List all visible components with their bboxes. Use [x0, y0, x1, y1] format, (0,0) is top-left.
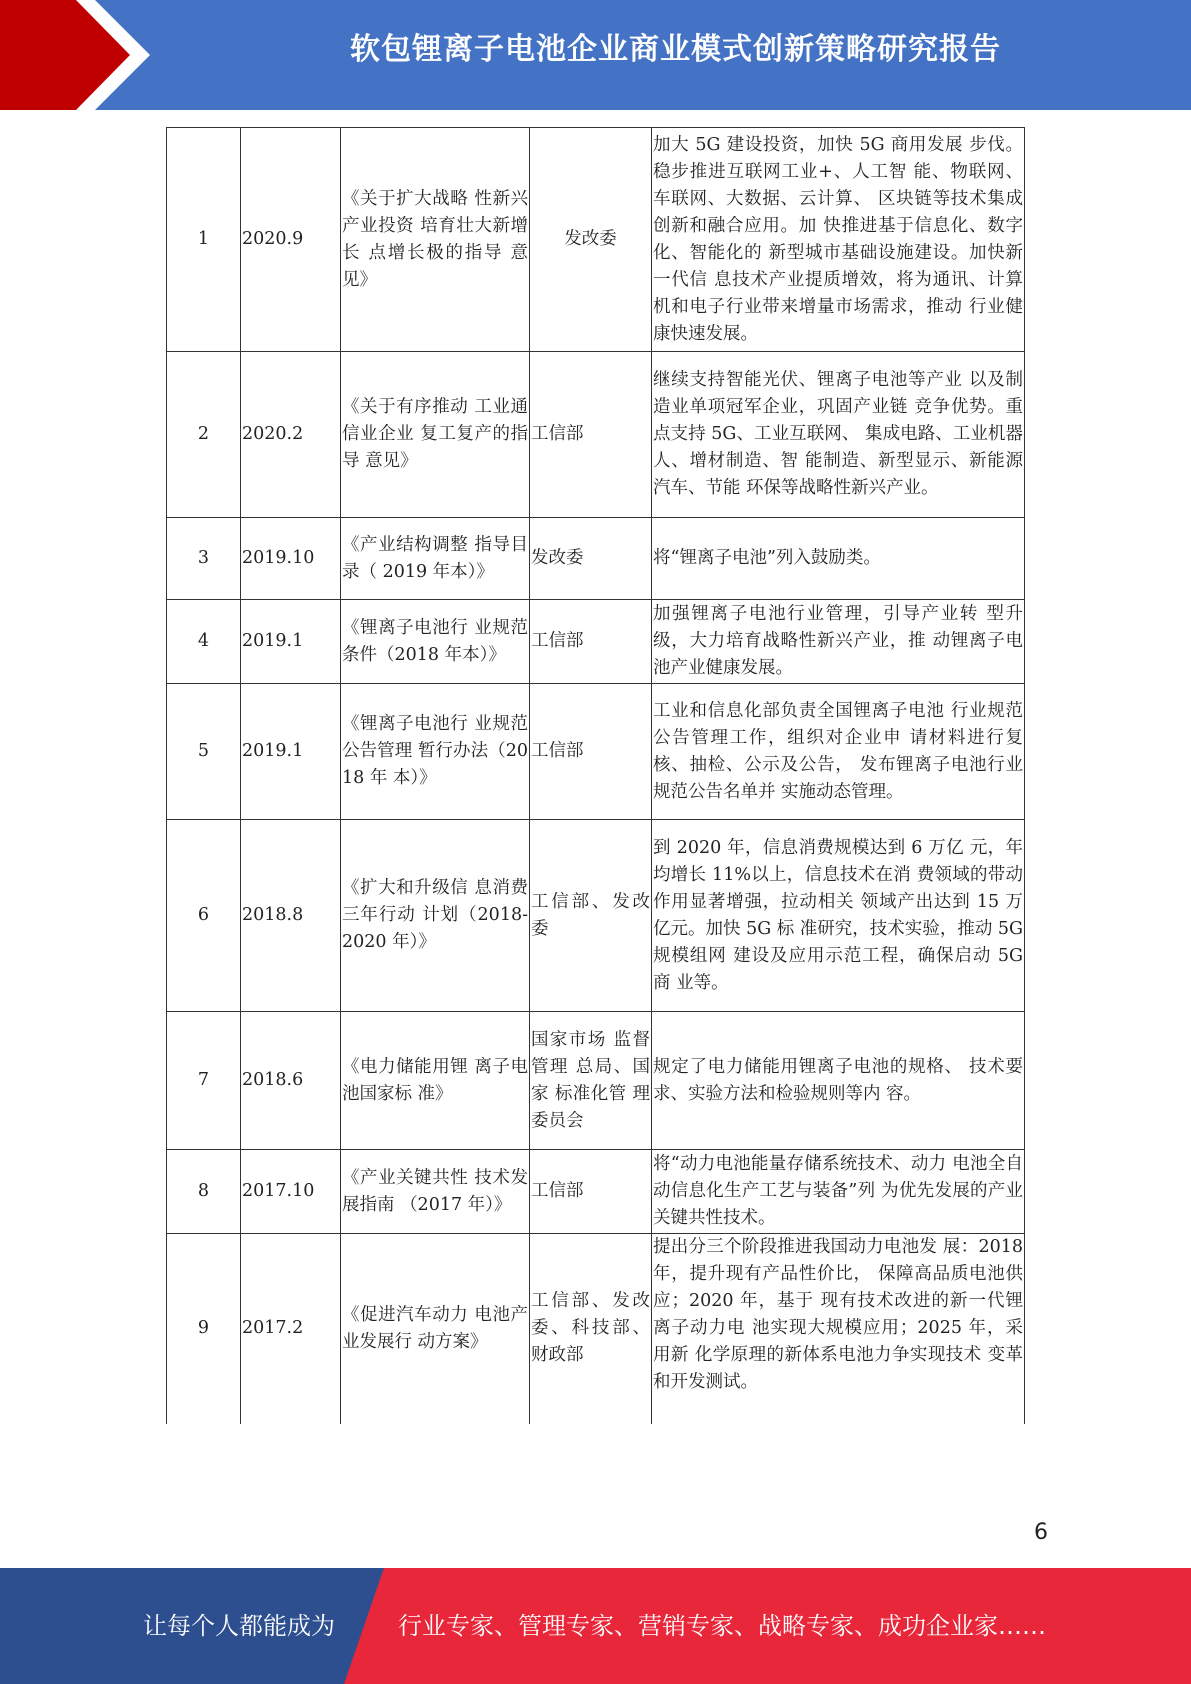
row-number: 3 [167, 518, 241, 600]
policy-table [166, 127, 1025, 1424]
row-department: 发改委 [530, 128, 652, 352]
page-header [0, 0, 1191, 110]
row-date: 2019.1 [241, 600, 341, 684]
table-row [167, 1012, 1025, 1150]
row-date: 2018.8 [241, 820, 341, 1012]
row-policy-title: 《关于扩大战略 性新兴产业投资 培育壮大新增长 点增长极的指导 意见》 [341, 128, 530, 352]
page-number: 6 [1034, 1520, 1048, 1545]
row-policy-title: 《电力储能用锂 离子电池国家标 准》 [341, 1012, 530, 1150]
footer-slogan-left: 让每个人都能成为 [143, 1612, 335, 1640]
row-content: 规定了电力储能用锂离子电池的规格、 技术要求、实验方法和检验规则等内 容。 [652, 1012, 1025, 1150]
page-footer [0, 1568, 1191, 1684]
row-policy-title: 《锂离子电池行 业规范条件（2018 年本）》 [341, 600, 530, 684]
report-title: 软包锂离子电池企业商业模式创新策略研究报告 [350, 32, 1001, 67]
row-number: 8 [167, 1150, 241, 1234]
row-department: 工信部 [530, 684, 652, 820]
row-number: 7 [167, 1012, 241, 1150]
header-arrow-graphic [0, 0, 150, 110]
row-content: 工业和信息化部负责全国锂离子电池 行业规范公告管理工作，组织对企业申 请材料进行复核、抽检、公示及公告， 发布锂离子电池行业规范公告名单并 实施动态管理。 [652, 684, 1025, 820]
row-number: 6 [167, 820, 241, 1012]
table-row [167, 820, 1025, 1012]
row-content: 提出分三个阶段推进我国动力电池发 展：2018 年，提升现有产品性价比， 保障高品质电池供应；2020 年，基于 现有技术改进的新一代锂离子动力电 池实现大规模应用；2025 年，采用新 化学原理的新体系电池力争实现技术 变革和开发测试。 [652, 1234, 1025, 1424]
table-row [167, 128, 1025, 352]
row-department: 国家市场 监督管理 总局、国家 标准化管 理委员会 [530, 1012, 652, 1150]
row-policy-title: 《产业结构调整 指导目录（ 2019 年本）》 [341, 518, 530, 600]
table-row [167, 600, 1025, 684]
table-row [167, 352, 1025, 518]
row-policy-title: 《产业关键共性 技术发展指南 （2017 年）》 [341, 1150, 530, 1234]
row-content: 将“动力电池能量存储系统技术、动力 电池全自动信息化生产工艺与装备”列 为优先发展的产业关键共性技术。 [652, 1150, 1025, 1234]
row-content: 将“锂离子电池”列入鼓励类。 [652, 518, 1025, 600]
row-date: 2017.2 [241, 1234, 341, 1424]
row-date: 2017.10 [241, 1150, 341, 1234]
row-number: 1 [167, 128, 241, 352]
row-department: 工信部 [530, 352, 652, 518]
row-content: 加大 5G 建设投资，加快 5G 商用发展 步伐。稳步推进互联网工业+、人工智 能、物联网、车联网、大数据、云计算、 区块链等技术集成创新和融合应用。加 快推进基于信息化、数字化、智能化的 新型城市基础设施建设。加快新一代信 息技术产业提质增效，将为通讯、计算机和电子行业带来增量市场需求，推动 行业健康快速发展。 [652, 128, 1025, 352]
row-content: 到 2020 年，信息消费规模达到 6 万亿 元，年均增长 11%以上，信息技术在消 费领域的带动作用显著增强，拉动相关 领域产出达到 15 万亿元。加快 5G 标 准研究，技术实验，推动 5G 规模组网 建设及应用示范工程，确保启动 5G 商 业等。 [652, 820, 1025, 1012]
row-date: 2019.10 [241, 518, 341, 600]
row-date: 2018.6 [241, 1012, 341, 1150]
row-department: 工信部、发改委 [530, 820, 652, 1012]
row-content: 加强锂离子电池行业管理，引导产业转 型升级，大力培育战略性新兴产业，推 动锂离子电池产业健康发展。 [652, 600, 1025, 684]
row-number: 2 [167, 352, 241, 518]
row-number: 4 [167, 600, 241, 684]
row-content: 继续支持智能光伏、锂离子电池等产业 以及制造业单项冠军企业，巩固产业链 竞争优势。重点支持 5G、工业互联网、 集成电路、工业机器人、增材制造、智 能制造、新型显示、新能源汽车、节能 环保等战略性新兴产业。 [652, 352, 1025, 518]
row-policy-title: 《关于有序推动 工业通信业企业 复工复产的指导 意见》 [341, 352, 530, 518]
row-department: 工信部 [530, 600, 652, 684]
table-row [167, 518, 1025, 600]
row-date: 2020.2 [241, 352, 341, 518]
row-department: 工信部 [530, 1150, 652, 1234]
row-policy-title: 《锂离子电池行 业规范公告管理 暂行办法（2018 年 本）》 [341, 684, 530, 820]
row-number: 5 [167, 684, 241, 820]
table-row [167, 1150, 1025, 1234]
row-department: 发改委 [530, 518, 652, 600]
footer-slogan-right: 行业专家、管理专家、营销专家、战略专家、成功企业家…… [398, 1612, 1046, 1640]
table-row [167, 684, 1025, 820]
row-department: 工信部、发改委、科技部、财政部 [530, 1234, 652, 1424]
row-policy-title: 《扩大和升级信 息消费三年行动 计划（2018-2020 年）》 [341, 820, 530, 1012]
row-number: 9 [167, 1234, 241, 1424]
row-date: 2020.9 [241, 128, 341, 352]
row-date: 2019.1 [241, 684, 341, 820]
table-row [167, 1234, 1025, 1424]
row-policy-title: 《促进汽车动力 电池产业发展行 动方案》 [341, 1234, 530, 1424]
